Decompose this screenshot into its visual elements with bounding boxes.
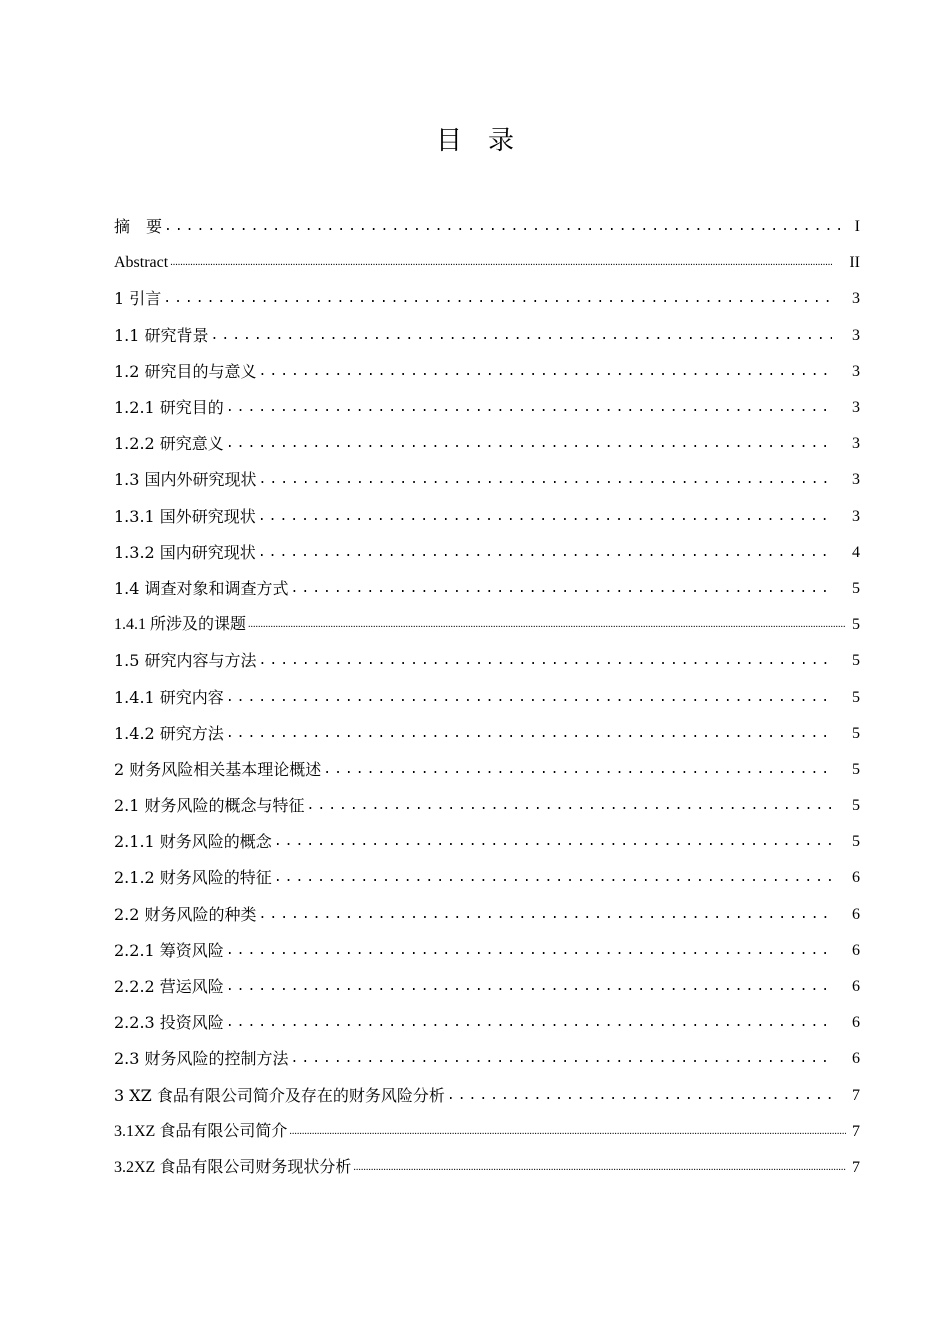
toc-entry-page-number: 7 xyxy=(852,1122,860,1140)
toc-entry[interactable] xyxy=(114,209,860,245)
toc-dot-leader xyxy=(170,253,832,273)
toc-entry-label: 2.3 财务风险的控制方法 xyxy=(114,1049,289,1069)
toc-dot-leader xyxy=(211,326,832,346)
toc-entry-page-number: 6 xyxy=(852,1050,860,1068)
toc-entry-page-number: 3 xyxy=(852,435,860,453)
toc-entry[interactable] xyxy=(114,462,860,498)
toc-entry-page-number: I xyxy=(854,218,860,236)
toc-entry[interactable] xyxy=(114,426,860,462)
toc-entry-page-number: 3 xyxy=(852,362,860,380)
toc-entry[interactable] xyxy=(114,969,860,1005)
toc-dot-leader xyxy=(291,1049,832,1069)
toc-entry-label: 3.1XZ 食品有限公司简介 xyxy=(114,1122,288,1140)
toc-entry[interactable] xyxy=(114,824,860,860)
toc-dot-leader xyxy=(259,470,832,490)
toc-entry-page-number: 7 xyxy=(852,1158,860,1176)
toc-entry-page-number: 5 xyxy=(852,833,860,851)
toc-dot-leader xyxy=(259,651,832,671)
toc-dot-leader xyxy=(226,688,832,708)
toc-entry[interactable] xyxy=(114,535,860,571)
toc-dot-leader xyxy=(307,796,832,816)
toc-entry-page-number: 6 xyxy=(852,1014,860,1032)
toc-entry-page-number: 3 xyxy=(852,507,860,525)
toc-entry[interactable] xyxy=(114,1005,860,1041)
toc-entry-label: 1.2.1 研究目的 xyxy=(114,398,224,418)
table-of-contents xyxy=(114,209,860,1186)
toc-entry[interactable] xyxy=(114,1078,860,1114)
toc-entry-label: 摘 要 xyxy=(114,217,163,237)
toc-entry-label: 1.3.1 国外研究现状 xyxy=(114,506,256,526)
toc-dot-leader xyxy=(226,1013,832,1033)
toc-entry[interactable] xyxy=(114,643,860,679)
toc-dot-leader xyxy=(226,434,832,454)
toc-entry-label: 1.4.1 研究内容 xyxy=(114,687,224,707)
toc-entry-page-number: II xyxy=(849,254,860,272)
toc-entry-label: 1.1 研究背景 xyxy=(114,325,209,345)
toc-entry[interactable] xyxy=(114,1114,860,1150)
toc-entry-label: 1.4.2 研究方法 xyxy=(114,723,224,743)
toc-entry-page-number: 6 xyxy=(852,941,860,959)
toc-entry-label: 2.2 财务风险的种类 xyxy=(114,904,257,924)
toc-entry-page-number: 5 xyxy=(852,724,860,742)
toc-entry-label: 2.2.1 筹资风险 xyxy=(114,940,224,960)
toc-entry-label: 2 财务风险相关基本理论概述 xyxy=(114,759,322,779)
toc-entry-label: 2.2.2 营运风险 xyxy=(114,977,224,997)
toc-dot-leader xyxy=(164,217,846,237)
toc-entry-label: 2.1.2 财务风险的特征 xyxy=(114,868,272,888)
toc-entry[interactable] xyxy=(114,933,860,969)
toc-entry[interactable] xyxy=(114,788,860,824)
toc-entry[interactable] xyxy=(114,897,860,933)
toc-entry-label: 3 XZ 食品有限公司简介及存在的财务风险分析 xyxy=(114,1085,445,1105)
toc-entry-page-number: 6 xyxy=(852,869,860,887)
toc-entry-label: 2.1.1 财务风险的概念 xyxy=(114,832,272,852)
toc-entry[interactable] xyxy=(114,679,860,715)
toc-dot-leader xyxy=(226,941,832,961)
toc-dot-leader xyxy=(163,289,832,309)
toc-dot-leader xyxy=(248,615,846,635)
toc-entry-label: 1.2 研究目的与意义 xyxy=(114,361,257,381)
toc-entry-page-number: 5 xyxy=(852,797,860,815)
toc-entry-page-number: 3 xyxy=(852,399,860,417)
toc-entry-page-number: 7 xyxy=(852,1086,860,1104)
toc-dot-leader xyxy=(447,1086,832,1106)
toc-entry[interactable] xyxy=(114,571,860,607)
toc-dot-leader xyxy=(226,977,832,997)
toc-dot-leader xyxy=(353,1158,846,1178)
toc-entry-page-number: 5 xyxy=(852,652,860,670)
toc-entry[interactable] xyxy=(114,499,860,535)
toc-entry-label: 1 引言 xyxy=(114,289,162,309)
toc-dot-leader xyxy=(258,507,832,527)
toc-entry[interactable] xyxy=(114,1150,860,1186)
page-title: 目 录 xyxy=(435,126,514,156)
toc-entry-page-number: 6 xyxy=(852,905,860,923)
toc-entry[interactable] xyxy=(114,318,860,354)
toc-entry[interactable] xyxy=(114,716,860,752)
toc-entry-label: 1.2.2 研究意义 xyxy=(114,434,224,454)
toc-dot-leader xyxy=(289,1122,846,1142)
toc-entry[interactable] xyxy=(114,354,860,390)
toc-entry-label: 1.4.1 所涉及的课题 xyxy=(114,616,247,634)
toc-entry-page-number: 5 xyxy=(852,579,860,597)
toc-dot-leader xyxy=(259,905,832,925)
toc-entry-label: 2.1 财务风险的概念与特征 xyxy=(114,796,305,816)
toc-entry-label: 3.2XZ 食品有限公司财务现状分析 xyxy=(114,1158,352,1176)
toc-dot-leader xyxy=(258,543,832,563)
toc-entry[interactable] xyxy=(114,860,860,896)
toc-entry[interactable] xyxy=(114,607,860,643)
toc-entry[interactable] xyxy=(114,245,860,281)
toc-entry-label: 2.2.3 投资风险 xyxy=(114,1013,224,1033)
toc-entry[interactable] xyxy=(114,390,860,426)
toc-entry[interactable] xyxy=(114,1041,860,1077)
toc-entry-label: 1.4 调查对象和调查方式 xyxy=(114,578,289,598)
toc-dot-leader xyxy=(291,579,832,599)
toc-entry[interactable] xyxy=(114,752,860,788)
toc-entry-page-number: 6 xyxy=(852,978,860,996)
toc-dot-leader xyxy=(323,760,832,780)
toc-entry-page-number: 3 xyxy=(852,471,860,489)
toc-entry-label: 1.5 研究内容与方法 xyxy=(114,651,257,671)
toc-entry-page-number: 3 xyxy=(852,326,860,344)
toc-entry-page-number: 3 xyxy=(852,290,860,308)
toc-entry-page-number: 5 xyxy=(852,760,860,778)
toc-dot-leader xyxy=(259,362,832,382)
toc-dot-leader xyxy=(274,868,832,888)
toc-entry-label: 1.3.2 国内研究现状 xyxy=(114,542,256,562)
toc-entry[interactable] xyxy=(114,281,860,317)
toc-entry-page-number: 5 xyxy=(852,688,860,706)
toc-entry-label: 1.3 国内外研究现状 xyxy=(114,470,257,490)
toc-dot-leader xyxy=(226,724,832,744)
toc-dot-leader xyxy=(274,832,832,852)
toc-entry-page-number: 5 xyxy=(852,616,860,634)
toc-entry-page-number: 4 xyxy=(852,543,860,561)
toc-dot-leader xyxy=(226,398,832,418)
toc-entry-label: Abstract xyxy=(114,254,169,272)
